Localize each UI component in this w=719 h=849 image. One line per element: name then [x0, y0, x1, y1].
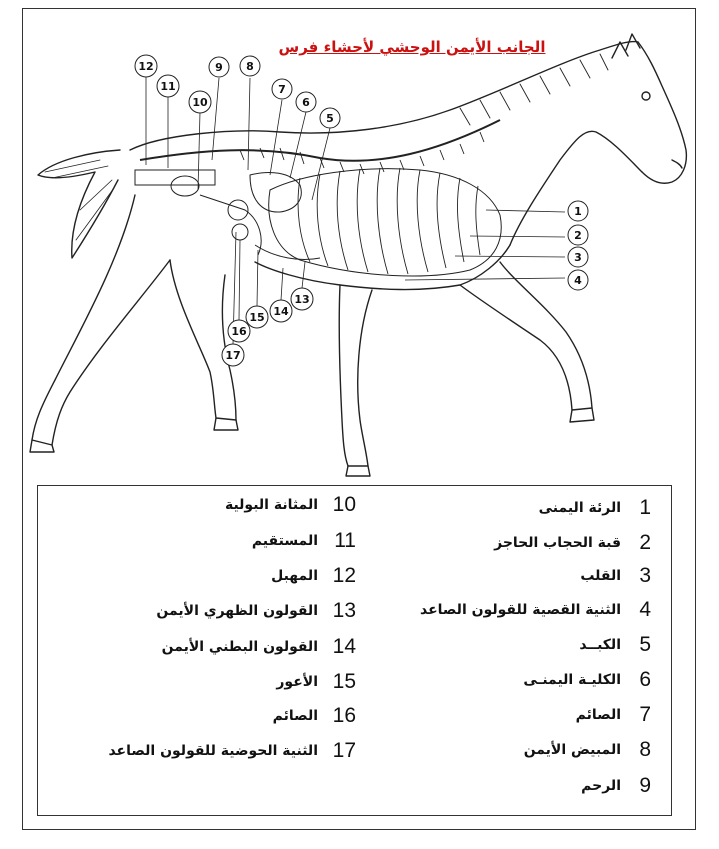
svg-text:9: 9 [215, 61, 223, 74]
legend-label: الرئة اليمنى [538, 500, 621, 516]
callout-11 [157, 75, 179, 97]
legend-item-1 [539, 493, 651, 523]
legend-item-11 [252, 526, 356, 556]
svg-text:4: 4 [574, 274, 582, 287]
diagram-title: الجانب الأيمن الوحشي لأحشاء فرس [278, 38, 546, 56]
legend-number: 15 [332, 670, 356, 693]
svg-text:16: 16 [231, 325, 247, 338]
legend-label: المستقيم [251, 533, 318, 549]
legend-item-8 [524, 735, 651, 765]
legend-label: المبيض الأيمن [523, 742, 621, 758]
callout-17 [222, 344, 244, 366]
svg-text:14: 14 [273, 305, 289, 318]
legend-item-13 [156, 596, 356, 626]
legend-number: 7 [639, 703, 651, 726]
legend-number: 1 [639, 496, 651, 519]
legend-number: 4 [639, 598, 651, 621]
callout-15 [246, 306, 268, 328]
legend-item-7 [576, 700, 651, 730]
callout-1 [568, 201, 588, 221]
callout-8 [240, 56, 260, 76]
legend-label: الصائم [272, 708, 318, 724]
legend-label: قبة الحجاب الحاجز [494, 535, 621, 551]
svg-text:8: 8 [246, 60, 254, 73]
legend-number: 3 [639, 564, 651, 587]
legend-label: المهبل [271, 568, 318, 584]
svg-text:7: 7 [278, 83, 286, 96]
callout-2 [568, 225, 588, 245]
legend-item-17 [108, 736, 356, 766]
legend-number: 13 [332, 599, 356, 622]
legend-number: 16 [332, 704, 356, 727]
callout-7 [272, 79, 292, 99]
legend-label: القلب [580, 568, 621, 584]
svg-text:3: 3 [574, 251, 582, 264]
callout-9 [209, 57, 229, 77]
svg-text:6: 6 [302, 96, 310, 109]
legend-item-6 [523, 665, 651, 695]
legend-label: القولون الظهري الأيمن [156, 603, 318, 619]
legend-item-14 [162, 632, 356, 662]
svg-text:2: 2 [574, 229, 582, 242]
legend-item-5 [579, 630, 651, 660]
svg-text:1: 1 [574, 205, 582, 218]
svg-text:17: 17 [225, 349, 241, 362]
legend-number: 8 [639, 738, 651, 761]
legend-item-3 [580, 561, 651, 591]
callout-5 [320, 108, 340, 128]
svg-text:10: 10 [192, 96, 208, 109]
legend-item-10 [225, 490, 356, 520]
callout-6 [296, 92, 316, 112]
legend-item-4 [420, 595, 651, 625]
legend-label: المثانة البولية [224, 497, 318, 513]
legend-number: 11 [334, 529, 356, 552]
callout-3 [568, 247, 588, 267]
svg-text:15: 15 [249, 311, 265, 324]
legend-number: 6 [639, 668, 651, 691]
legend-number: 12 [332, 564, 356, 587]
svg-text:5: 5 [326, 112, 334, 125]
legend-number: 2 [639, 531, 651, 554]
legend-number: 9 [639, 774, 651, 797]
legend-label: الرحم [581, 778, 621, 794]
legend-label: الكبــد [579, 637, 621, 653]
legend-item-2 [494, 528, 651, 558]
svg-text:13: 13 [294, 293, 310, 306]
legend-number: 10 [332, 493, 356, 516]
legend-item-12 [271, 561, 356, 591]
callout-13 [291, 288, 313, 310]
legend-label: الثنية الحوضية للقولون الصاعد [108, 743, 318, 759]
legend-label: الثنية القصية للقولون الصاعد [419, 602, 621, 618]
legend-label: الأعور [276, 674, 318, 690]
legend-item-15 [276, 667, 356, 697]
legend-box [37, 485, 672, 816]
legend-number: 5 [639, 633, 651, 656]
legend-item-9 [581, 771, 651, 801]
callout-4 [568, 270, 588, 290]
svg-text:12: 12 [138, 60, 154, 73]
legend-label: الصائم [575, 707, 621, 723]
callout-16 [228, 320, 250, 342]
callout-14 [270, 300, 292, 322]
legend-label: الكليـة اليمنـى [523, 672, 621, 688]
callout-10 [189, 91, 211, 113]
callout-12 [135, 55, 157, 77]
legend-number: 17 [332, 739, 356, 762]
svg-text:11: 11 [160, 80, 176, 93]
legend-number: 14 [332, 635, 356, 658]
legend-label: القولون البطني الأيمن [161, 639, 318, 655]
legend-item-16 [273, 701, 356, 731]
internal-organs [135, 76, 565, 344]
